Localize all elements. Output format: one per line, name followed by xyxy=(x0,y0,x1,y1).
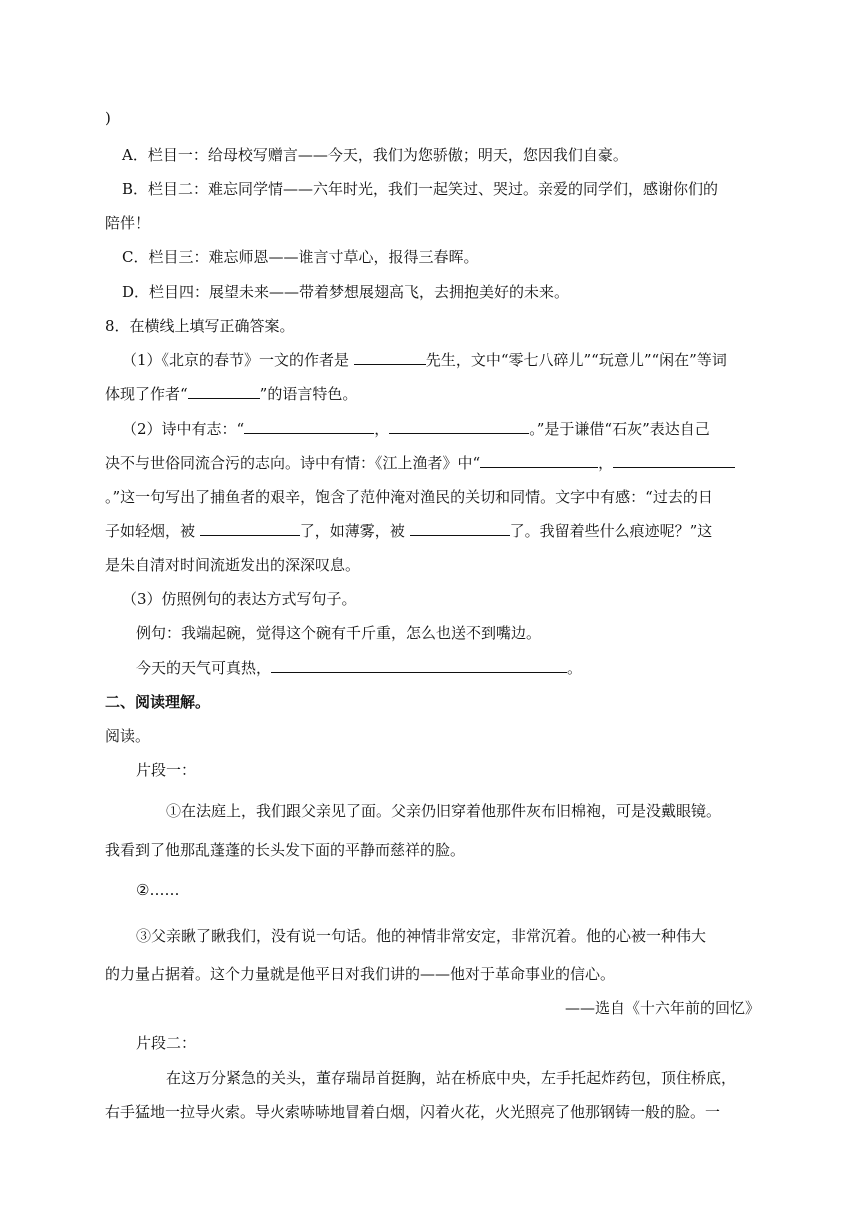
q8-part3-example: 例句：我端起碗，觉得这个碗有千斤重，怎么也送不到嘴边。 xyxy=(136,624,542,642)
answer-blank[interactable] xyxy=(613,452,735,468)
answer-blank[interactable] xyxy=(244,418,374,434)
answer-blank[interactable] xyxy=(480,452,598,468)
answer-blank[interactable] xyxy=(200,520,300,536)
q8-part1-line2 xyxy=(105,383,357,405)
text: 决不与世俗同流合污的志向。诗中有情：《江上渔者》中“ xyxy=(105,454,481,472)
text: 今天的天气可真热， xyxy=(136,659,272,677)
text: 子如轻烟，被 xyxy=(105,522,200,540)
answer-blank[interactable] xyxy=(271,657,567,673)
fragment1-para2 xyxy=(136,879,179,901)
text: 了，如薄雾，被 xyxy=(299,522,410,540)
answer-blank[interactable] xyxy=(410,520,510,536)
text: 了。我留着些什么痕迹呢？”这 xyxy=(509,522,713,540)
q8-part3-task xyxy=(136,657,582,679)
fragment1-source: ——选自《十六年前的回忆》 xyxy=(564,999,760,1017)
para-number: ② xyxy=(136,881,150,899)
q8-part2-line4 xyxy=(105,520,712,542)
text: 先生，文中“零七八碎儿”“玩意儿”“闲在”等词 xyxy=(425,351,727,369)
fragment1-label: 片段一： xyxy=(136,761,197,779)
fragment2-line1: 在这万分紧急的关头，董存瑞昂首挺胸，站在桥底中央，左手托起炸药包，顶住桥底， xyxy=(166,1069,737,1087)
q7-tail: ) xyxy=(105,109,111,127)
para-number: ③ xyxy=(136,927,152,945)
fragment2-label: 片段二： xyxy=(136,1034,197,1052)
q8-part1-line1 xyxy=(122,349,727,371)
fragment2-line2: 右手猛地一拉导火索。导火索哧哧地冒着白烟，闪着火花，火光照亮了他那钢铸一般的脸。一 xyxy=(105,1103,721,1121)
answer-blank[interactable] xyxy=(389,418,529,434)
answer-blank[interactable] xyxy=(354,349,426,365)
q7-option-b-cont: 陪伴！ xyxy=(105,214,151,232)
fragment1-para1-line1 xyxy=(166,800,721,822)
text: 。”是于谦借“石灰”表达自己 xyxy=(529,420,710,438)
text: 在法庭上，我们跟父亲见了面。父亲仍旧穿着他那件灰布旧棉袍，可是没戴眼镜。 xyxy=(181,802,722,820)
q7-option-b: B．栏目二：难忘同学情——六年时光，我们一起笑过、哭过。亲爱的同学们，感谢你们的 xyxy=(122,180,719,198)
q7-option-a: A．栏目一：给母校写赠言——今天，我们为您骄傲；明天，您因我们自豪。 xyxy=(122,146,628,164)
q8-part3-title: （3）仿照例句的表达方式写句子。 xyxy=(122,590,357,608)
fragment1-para3-line2: 的力量占据着。这个力量就是他平日对我们讲的——他对于革命事业的信心。 xyxy=(105,965,616,983)
fragment1-para3-line1 xyxy=(136,925,706,947)
q8-part2-line2 xyxy=(105,452,735,474)
text: 父亲瞅了瞅我们，没有说一句话。他的神情非常安定，非常沉着。他的心被一种伟大 xyxy=(151,927,707,945)
q8-part2-line1 xyxy=(122,418,710,440)
para-number: ① xyxy=(166,802,182,820)
text: ， xyxy=(598,454,614,472)
text: （1）《北京的春节》一文的作者是 xyxy=(122,351,354,369)
section-heading: 二、阅读理解。 xyxy=(105,693,211,711)
fragment1-para1-line2: 我看到了他那乱蓬蓬的长头发下面的平静而慈祥的脸。 xyxy=(105,841,466,859)
q8-part2-line3: 。”这一句写出了捕鱼者的艰辛，饱含了范仲淹对渔民的关切和同情。文字中有感：“过去的日 xyxy=(105,488,713,506)
q8-part2-line5: 是朱自清对时间流逝发出的深深叹息。 xyxy=(105,556,361,574)
q7-option-d: D．栏目四：展望未来——带着梦想展翅高飞，去拥抱美好的未来。 xyxy=(122,283,570,301)
answer-blank[interactable] xyxy=(188,383,260,399)
text: …… xyxy=(149,881,180,899)
text: （2）诗中有志：“ xyxy=(122,420,245,438)
text: ， xyxy=(374,420,390,438)
text: 。 xyxy=(567,659,583,677)
reading-intro: 阅读。 xyxy=(105,727,151,745)
q7-option-c: C．栏目三：难忘师恩——谁言寸草心，报得三春晖。 xyxy=(122,248,479,266)
text: 体现了作者“ xyxy=(105,385,188,403)
text: ”的语言特色。 xyxy=(259,385,358,403)
q8-title: 8．在横线上填写正确答案。 xyxy=(105,317,295,335)
